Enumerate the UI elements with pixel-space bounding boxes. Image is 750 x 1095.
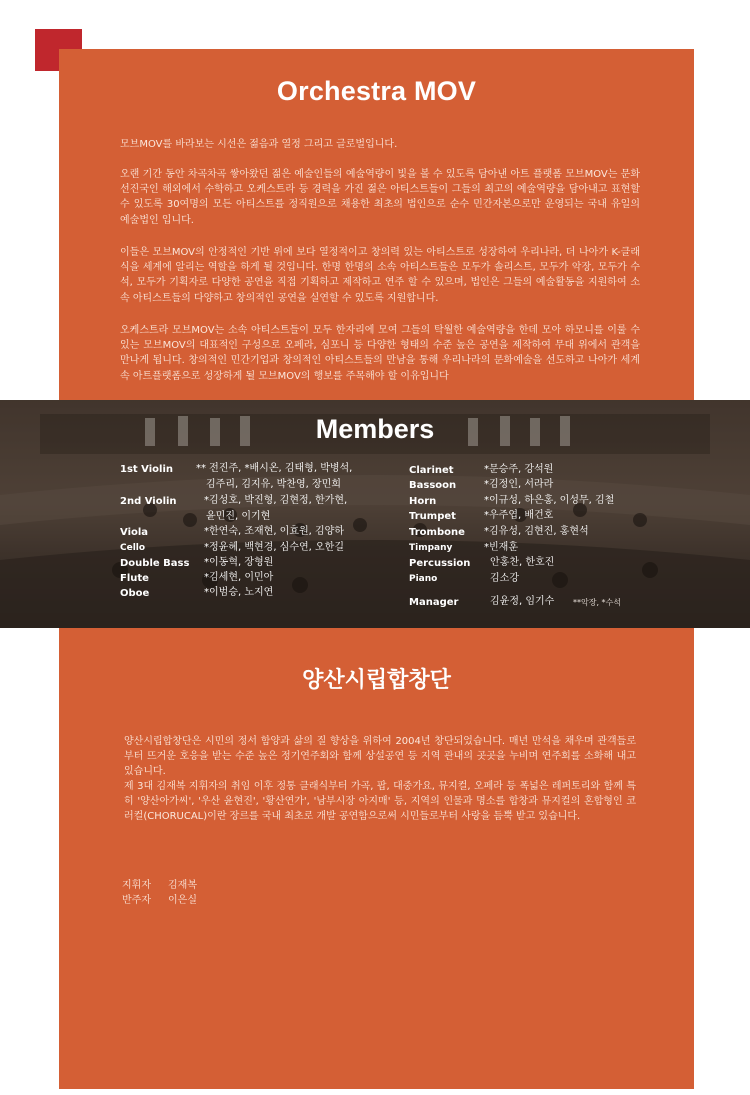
member-names-line: 김주리, 김지유, 박찬영, 장민희: [206, 479, 341, 490]
members-band: [0, 400, 750, 628]
member-names: *문승주, 강석원: [484, 464, 554, 475]
instrument-label: Horn: [409, 496, 437, 507]
staff-name: 이은실: [168, 895, 197, 906]
staff-name: 김재복: [168, 880, 197, 891]
manager-names: 김윤정, 임기수: [490, 596, 555, 607]
member-names: *우주엽, 배건호: [484, 510, 554, 521]
manager-label: Manager: [409, 597, 459, 608]
instrument-label: 2nd Violin: [120, 496, 177, 507]
staff-conductor: [122, 876, 197, 891]
role-legend: **악장, *수석: [573, 598, 621, 607]
instrument-label: Clarinet: [409, 465, 454, 476]
instrument-label: Viola: [120, 527, 149, 538]
staff-accompanist: [122, 891, 197, 906]
member-names: *김세현, 이민아: [204, 572, 274, 583]
instrument-label: Bassoon: [409, 480, 457, 491]
instrument-label: Timpany: [409, 543, 453, 553]
member-names: *이규성, 하은홍, 이성무, 김철: [484, 495, 615, 506]
member-names: *빈재훈: [484, 542, 518, 553]
member-names: [204, 493, 347, 525]
orchestra-paragraph: 모브MOV를 바라보는 시선은 젊음과 열정 그리고 글로벌입니다.: [120, 139, 398, 150]
instrument-label: Trombone: [409, 527, 465, 538]
instrument-label: Piano: [409, 574, 438, 584]
staff-role: 반주자: [122, 895, 151, 906]
member-names-line: 윤민진, 이기현: [206, 511, 271, 522]
member-names: *한연숙, 조재현, 이효원, 김양하: [204, 526, 344, 537]
members-title: Members: [315, 414, 435, 444]
instrument-label: Oboe: [120, 588, 150, 599]
member-names: 안홍찬, 한호진: [490, 557, 555, 568]
instrument-label: 1st Violin: [120, 464, 174, 475]
choir-title: 양산시립합창단: [302, 668, 451, 693]
instrument-label: Cello: [120, 543, 146, 553]
orchestra-paragraph: 오케스트라 모브MOV는 소속 아티스트들이 모두 한자리에 모여 그들의 탁월한 예술역량을 한데 모아 하모니를 이룰 수 있는 모브MOV의 대표적인 구성으로 오페라, 심포니 등 다양한 형태의 수준 높은 공연을 제작하여 무대 위에서 관객을 만나게 됩니다. 창의적인 민간기업과 창의적인 아티스트들의 만남을 통해 우리나라의 문화예술을 선도하고 나아가 세계 속 아트플랫폼으로 성장하게 될 모브MOV의 행보를 주목해야 할 이유입니다: [120, 325, 640, 382]
member-names: [196, 461, 352, 493]
member-names: *이범승, 노지연: [204, 587, 274, 598]
orchestra-paragraph: 이들은 모브MOV의 안정적인 기반 위에 보다 열정적이고 창의력 있는 아티스트로 성장하여 우리나라, 더 나아가 K-클래식을 세계에 알리는 역할을 하게 될 것입니다. 한명 한명의 소속 아티스트들은 모두가 솔리스트, 모두가 악장, 모두가 수석, 모두가 기획자로 다양한 공연을 직접 기획하고 제작하고 연주 할 수 있으며, 법인은 그들의 예술활동을 지원하여 소속 아티스트들의 다양하고 창의적인 공연을 실연할 수 있도록 지원합니다.: [120, 247, 640, 304]
orchestra-paragraph: 오랜 기간 동안 차곡차곡 쌓아왔던 젊은 예술인들의 예술역량이 빛을 볼 수 있도록 담아낸 아트 플랫폼 모브MOV는 문화선진국인 해외에서 수학하고 오케스트라 등 경력을 가진 젊은 아티스트들이 그들의 최고의 예술역량을 담아내고 표현할 수 있도록 30여명의 모든 아티스트를 정직원으로 채용한 최초의 법인으로 순수 민간자본으로만 운영되는 국내 유일의 예술법인 입니다.: [120, 169, 640, 226]
orchestra-title: Orchestra MOV: [276, 76, 477, 106]
member-names: 김소강: [490, 573, 519, 584]
member-names: *정윤혜, 백현경, 심수연, 오한길: [204, 542, 344, 553]
instrument-label: Trumpet: [409, 511, 456, 522]
choir-paragraph: 제 3대 김재복 지휘자의 취임 이후 정통 클래식부터 가곡, 팝, 대중가요, 뮤지컬, 오페라 등 폭넓은 레퍼토리와 함께 특히 '양산아가씨', '우산 윤현진', '황산연가', '남부시장 아지매' 등, 지역의 인물과 명소를 합창과 뮤지컬의 혼합형인 코러컬(CHORUCAL)이란 장르를 국내 최초로 개발 공연함으로써 시민들로부터 사랑을 듬뿍 받고 있습니다.: [124, 781, 636, 823]
member-names-line: *김성호, 박진형, 김현정, 한가현,: [204, 495, 348, 506]
instrument-label: Double Bass: [120, 558, 190, 569]
staff-role: 지휘자: [122, 880, 151, 891]
member-names-line: ** 전진주, *배시온, 김태형, 박병석,: [196, 463, 353, 474]
instrument-label: Percussion: [409, 558, 471, 569]
member-names: *김정인, 서라라: [484, 479, 554, 490]
choir-paragraph: 양산시립합창단은 시민의 정서 함양과 삶의 질 향상을 위하여 2004년 창단되었습니다. 매년 만석을 채우며 관객들로부터 뜨거운 호응을 받는 수준 높은 정기연주회와 함께 상설공연 등 지역 관내의 곳곳을 누비며 연주회를 소화해 내고 있습니다.: [124, 736, 636, 778]
member-names: *김유성, 김현진, 홍현석: [484, 526, 589, 537]
member-names: *이동혁, 장형원: [204, 557, 274, 568]
instrument-label: Flute: [120, 573, 149, 584]
